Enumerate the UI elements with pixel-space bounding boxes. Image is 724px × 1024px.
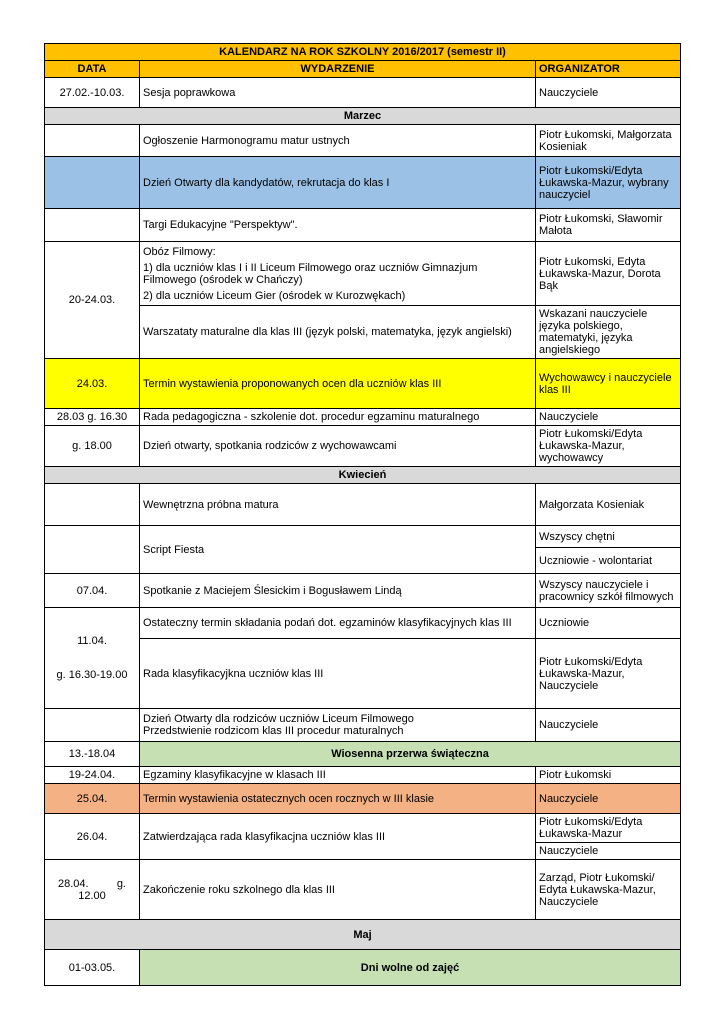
table-row xyxy=(45,608,681,639)
row-date: 07.04. xyxy=(45,574,140,608)
event-line: 1) dla uczniów klas I i II Liceum Filmowego oraz uczniów Gimnazjum Filmowego (ośrodek w Chańczy) xyxy=(143,261,478,286)
row-organizer: Piotr Łukomski/Edyta Łukawska-Mazur xyxy=(536,814,681,843)
row-date xyxy=(45,209,140,242)
row-event: Termin wystawienia ostatecznych ocen rocznych w III klasie xyxy=(140,784,536,814)
table-row xyxy=(45,526,681,548)
row-event: Dzień otwarty, spotkania rodziców z wychowawcami xyxy=(140,426,536,467)
row-organizer: Nauczyciele xyxy=(536,843,681,860)
table-row xyxy=(45,426,681,467)
row-organizer: Wychowawcy i nauczyciele klas III xyxy=(536,359,681,409)
row-organizer: Wskazani nauczyciele języka polskiego, matematyki, języka angielskiego xyxy=(536,306,681,359)
row-event: Dzień Otwarty dla kandydatów, rekrutacja do klas I xyxy=(140,157,536,209)
row-date: 24.03. xyxy=(45,359,140,409)
table-row xyxy=(45,814,681,843)
table-row xyxy=(45,950,681,986)
row-event: Wewnętrzna próbna matura xyxy=(140,484,536,526)
row-date xyxy=(45,125,140,157)
table-row xyxy=(45,574,681,608)
table-row xyxy=(45,639,681,709)
table-row xyxy=(45,860,681,920)
table-row xyxy=(45,306,681,359)
event-line: Dzień Otwarty dla rodziców uczniów Liceum Filmowego xyxy=(143,713,414,725)
row-organizer: Piotr Łukomski/Edyta Łukawska-Mazur, wybrany nauczyciel xyxy=(536,157,681,209)
table-row xyxy=(45,742,681,767)
row-date: 28.03 g. 16.30 xyxy=(45,409,140,426)
row-organizer: Piotr Łukomski, Sławomir Małota xyxy=(536,209,681,242)
table-row xyxy=(45,125,681,157)
row-organizer: Uczniowie xyxy=(536,608,681,639)
month-header-march: Marzec xyxy=(45,108,681,125)
row-date xyxy=(45,157,140,209)
row-organizer: Piotr Łukomski/Edyta Łukawska-Mazur, Nauczyciele xyxy=(536,639,681,709)
row-organizer: Piotr Łukomski, Edyta Łukawska-Mazur, Dorota Bąk xyxy=(536,242,681,306)
table-row xyxy=(45,784,681,814)
date-part: 28.04. xyxy=(58,877,89,890)
row-organizer: Piotr Łukomski xyxy=(536,767,681,784)
row-date: 01-03.05. xyxy=(45,950,140,986)
row-organizer: Uczniowie - wolontariat xyxy=(536,548,681,574)
row-organizer: Piotr Łukomski, Małgorzata Kosieniak xyxy=(536,125,681,157)
row-event: Ostateczny termin składania podań dot. egzaminów klasyfikacyjnych klas III xyxy=(140,608,536,639)
row-event: Warszataty maturalne dla klas III (język polski, matematyka, język angielski) xyxy=(140,306,536,359)
table-row xyxy=(45,709,681,742)
calendar-table xyxy=(44,43,681,986)
row-date: 13.-18.04 xyxy=(45,742,140,767)
row-date xyxy=(45,484,140,526)
row-organizer: Nauczyciele xyxy=(536,78,681,108)
row-date xyxy=(45,526,140,574)
event-line: Obóz Filmowy: xyxy=(143,245,216,258)
row-organizer: Nauczyciele xyxy=(536,784,681,814)
row-date xyxy=(45,860,140,920)
table-row xyxy=(45,78,681,108)
header-event: WYDARZENIE xyxy=(140,61,536,78)
row-date: g. 18.00 xyxy=(45,426,140,467)
calendar-title: KALENDARZ NA ROK SZKOLNY 2016/2017 (semestr II) xyxy=(45,44,681,61)
row-event: Ogłoszenie Harmonogramu matur ustnych xyxy=(140,125,536,157)
row-date: 20-24.03. xyxy=(45,242,140,359)
row-organizer: Małgorzata Kosieniak xyxy=(536,484,681,526)
row-organizer: Nauczyciele xyxy=(536,409,681,426)
row-event: Dni wolne od zajęć xyxy=(140,950,681,986)
row-event: Zakończenie roku szkolnego dla klas III xyxy=(140,860,536,920)
date-part: g. xyxy=(116,877,126,890)
month-header-april: Kwiecień xyxy=(45,467,681,484)
event-line: 2) dla uczniów Liceum Gier (ośrodek w Kurozwękach) xyxy=(143,289,406,302)
row-organizer: Wszyscy nauczyciele i pracownicy szkół filmowych xyxy=(536,574,681,608)
row-event: Wiosenna przerwa świąteczna xyxy=(140,742,681,767)
table-row xyxy=(45,209,681,242)
table-row xyxy=(45,359,681,409)
row-event: Targi Edukacyjne "Perspektyw". xyxy=(140,209,536,242)
table-row xyxy=(45,767,681,784)
row-organizer: Zarząd, Piotr Łukomski/ Edyta Łukawska-Mazur, Nauczyciele xyxy=(536,860,681,920)
date-line: g. 16.30-19.00 xyxy=(56,669,128,681)
table-row xyxy=(45,409,681,426)
row-event: Script Fiesta xyxy=(140,526,536,574)
row-date xyxy=(45,608,140,709)
row-date: 25.04. xyxy=(45,784,140,814)
table-row xyxy=(45,242,681,306)
table-row xyxy=(45,484,681,526)
row-date xyxy=(45,709,140,742)
header-date: DATA xyxy=(45,61,140,78)
row-event: Spotkanie z Maciejem Ślesickim i Bogusławem Lindą xyxy=(140,574,536,608)
row-organizer: Wszyscy chętni xyxy=(536,526,681,548)
row-event: Sesja poprawkowa xyxy=(140,78,536,108)
row-event: Zatwierdzająca rada klasyfikacjna uczniów klas III xyxy=(140,814,536,860)
row-event: Egzaminy klasyfikacyjne w klasach III xyxy=(140,767,536,784)
row-organizer: Piotr Łukomski/Edyta Łukawska-Mazur, wychowawcy xyxy=(536,426,681,467)
event-line: Przedstwienie rodzicom klas III procedur maturalnych xyxy=(143,725,404,737)
date-part: 12.00 xyxy=(78,889,106,902)
row-organizer: Nauczyciele xyxy=(536,709,681,742)
row-event xyxy=(140,709,536,742)
header-organizer: ORGANIZATOR xyxy=(536,61,681,78)
row-date: 26.04. xyxy=(45,814,140,860)
row-date: 19-24.04. xyxy=(45,767,140,784)
month-header-may: Maj xyxy=(45,920,681,950)
table-row xyxy=(45,157,681,209)
row-event: Rada pedagogiczna - szkolenie dot. procedur egzaminu maturalnego xyxy=(140,409,536,426)
row-date: 27.02.-10.03. xyxy=(45,78,140,108)
date-line: 11.04. xyxy=(77,635,107,647)
row-event: Termin wystawienia proponowanych ocen dla uczniów klas III xyxy=(140,359,536,409)
row-event: Rada klasyfikacyjkna uczniów klas III xyxy=(140,639,536,709)
row-event xyxy=(140,242,536,306)
